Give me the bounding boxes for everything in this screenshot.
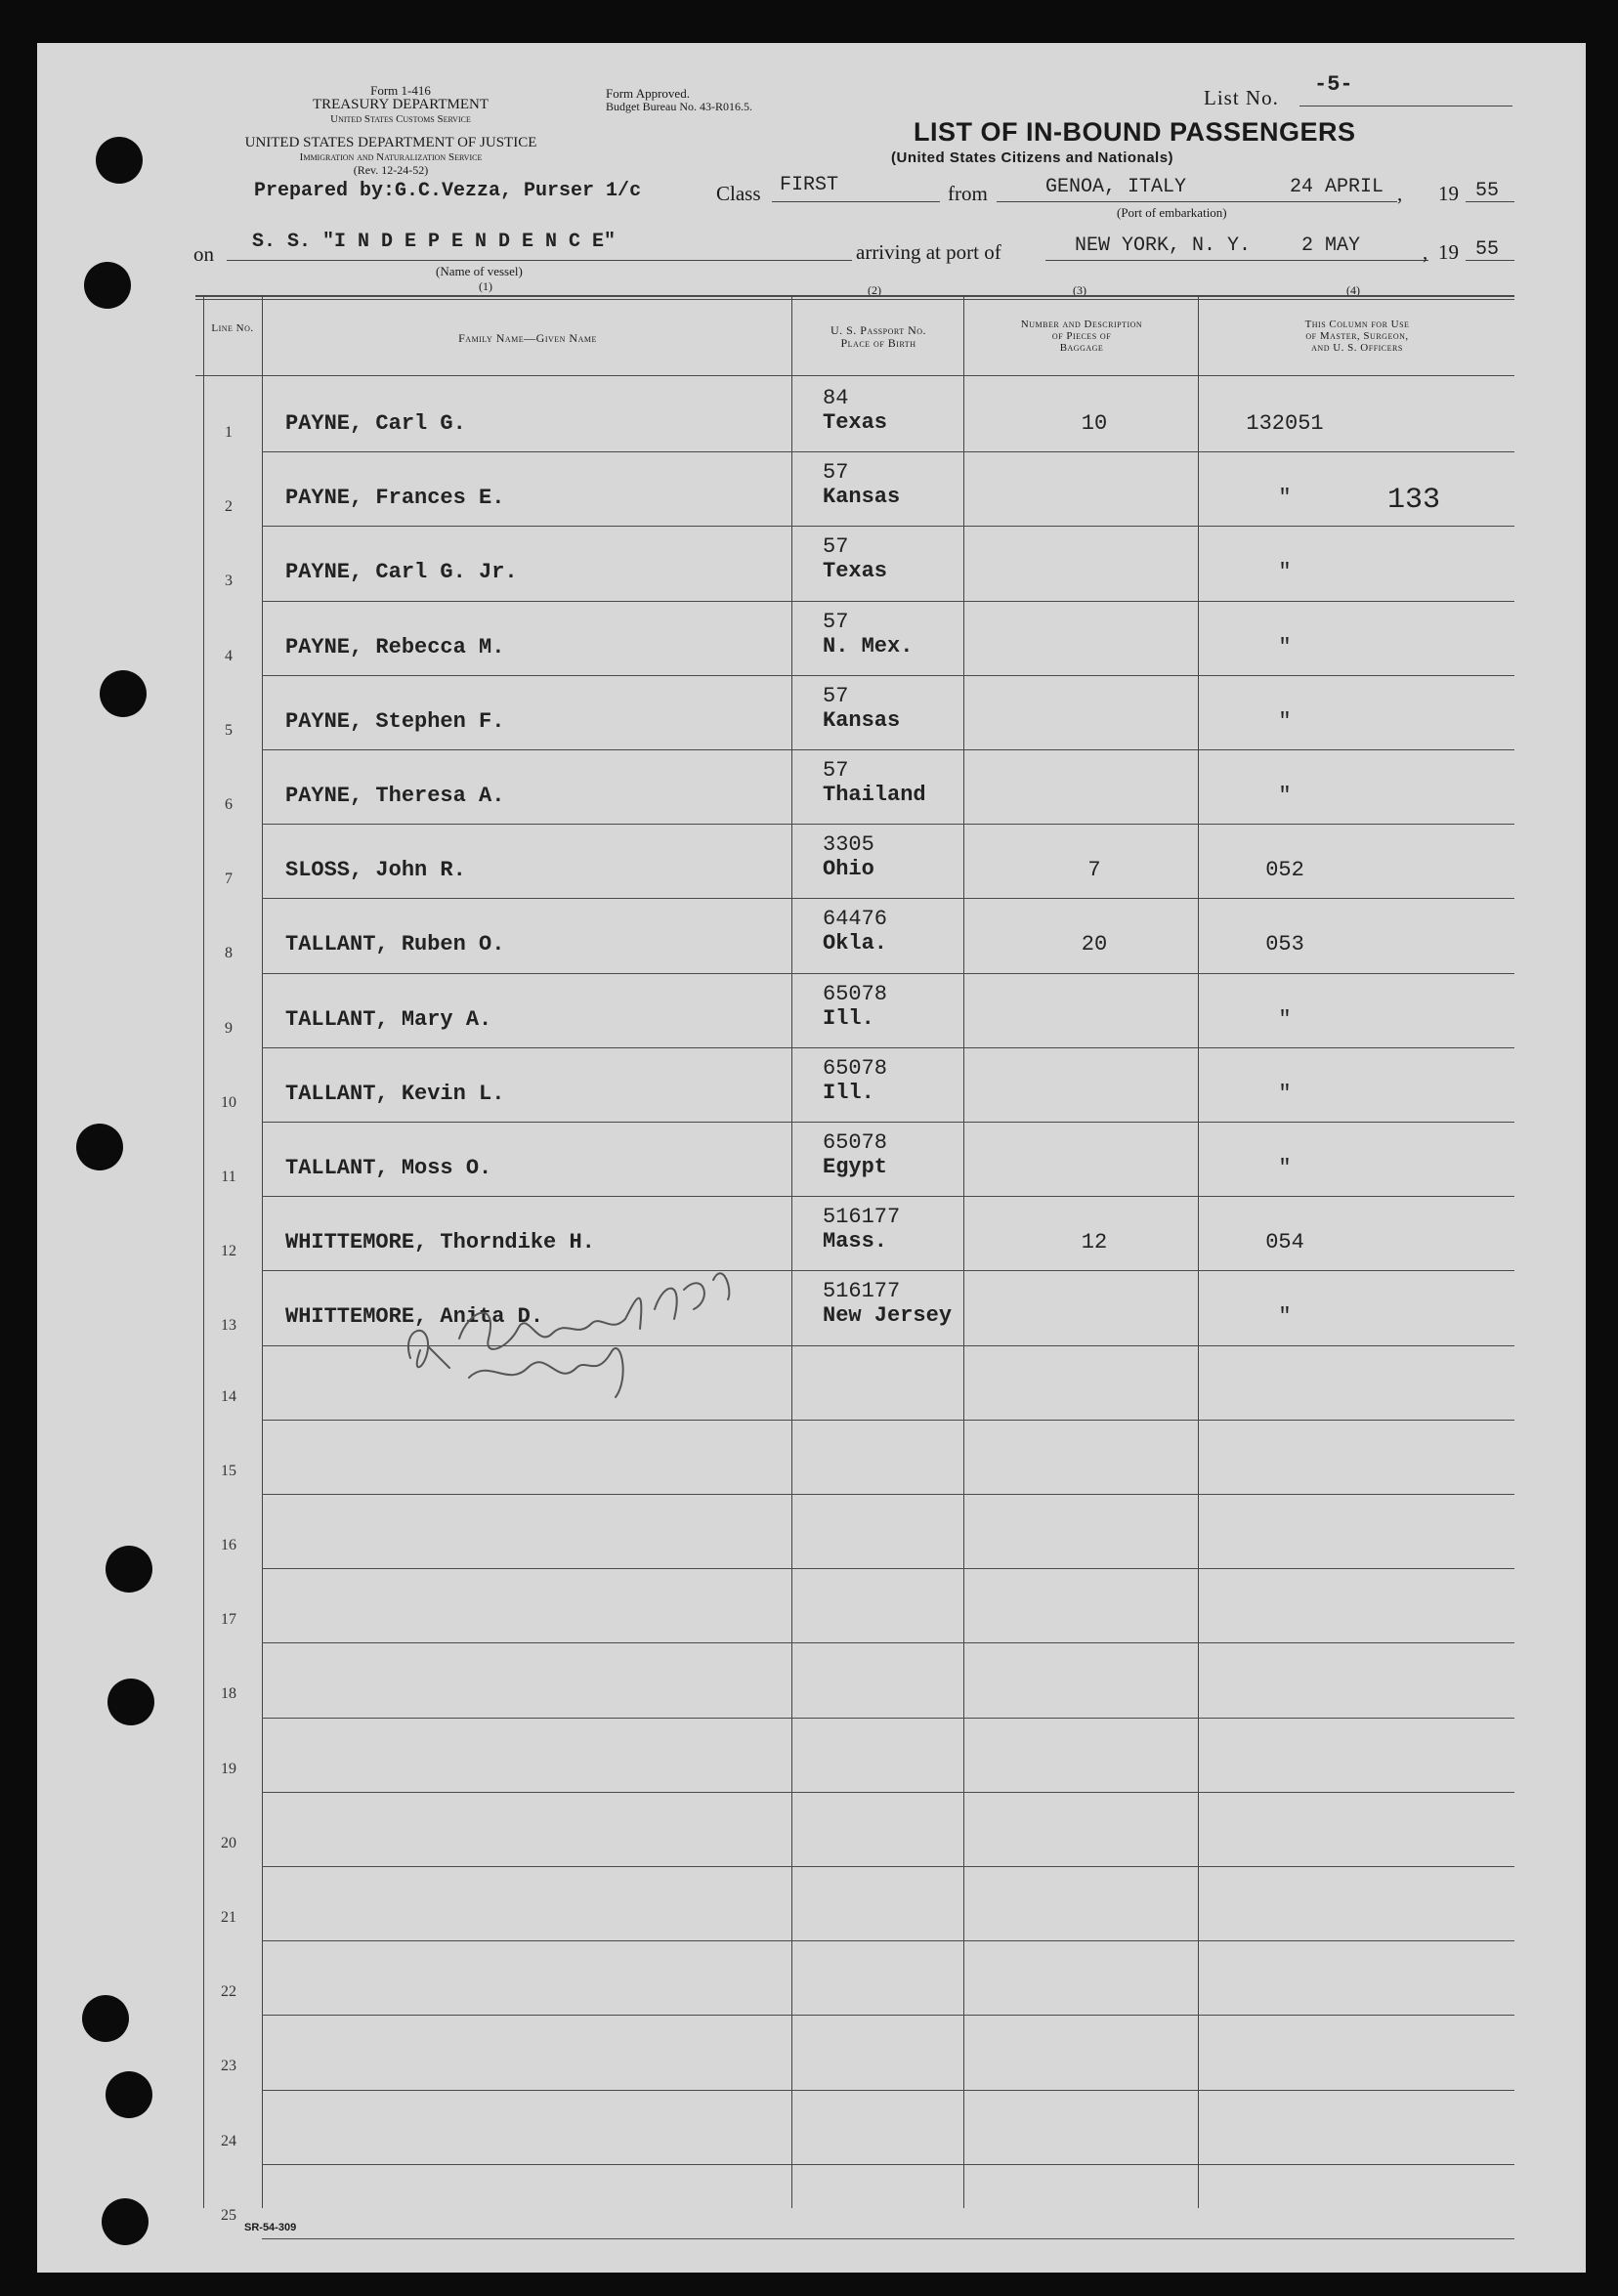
officer-note: " — [1278, 1156, 1292, 1180]
passport-number: 516177 — [823, 1205, 901, 1229]
punch-hole — [96, 137, 143, 184]
passenger-name: PAYNE, Rebecca M. — [285, 635, 505, 659]
row-rule — [262, 898, 1514, 899]
form-number: Form 1-416 — [370, 83, 431, 98]
col-name: Family Name—Given Name — [458, 331, 597, 345]
line-number: 25 — [221, 2207, 236, 2224]
col-line-no: Line No. — [211, 322, 254, 334]
passport-number: 65078 — [823, 1056, 888, 1081]
birthplace: Okla. — [823, 931, 888, 956]
line-number: 22 — [221, 1983, 236, 2000]
line-number: 20 — [221, 1835, 236, 1851]
row-rule — [262, 1494, 1514, 1495]
line-number: 6 — [225, 796, 233, 813]
birthplace: Ill. — [823, 1081, 874, 1105]
officer-note: " — [1278, 1007, 1292, 1032]
line-number: 19 — [221, 1761, 236, 1777]
row-rule — [262, 2090, 1514, 2091]
line-number: 16 — [221, 1537, 236, 1553]
passport-number: 57 — [823, 534, 849, 559]
punch-hole — [76, 1124, 123, 1170]
line-number: 24 — [221, 2133, 236, 2149]
passenger-name: PAYNE, Carl G. Jr. — [285, 560, 518, 584]
year-1: 55 — [1475, 180, 1500, 202]
justice-label: UNITED STATES DEPARTMENT OF JUSTICE — [244, 135, 537, 150]
class-label: Class — [716, 182, 761, 205]
birthplace: Texas — [823, 559, 888, 583]
passenger-name: WHITTEMORE, Anita D. — [285, 1304, 544, 1329]
baggage-count: 20 — [1081, 932, 1108, 957]
line-number: 14 — [221, 1388, 236, 1405]
row-rule — [262, 2238, 1514, 2239]
line-number: 9 — [225, 1020, 233, 1037]
vessel-name: S. S. "I N D E P E N D E N C E" — [252, 231, 617, 253]
customs-label: United States Customs Service — [330, 113, 471, 125]
col-officers-2: of Master, Surgeon, — [1305, 330, 1409, 342]
passenger-name: TALLANT, Mary A. — [285, 1007, 492, 1032]
arrival-port: NEW YORK, N. Y. — [1075, 234, 1252, 257]
from-label: from — [948, 182, 988, 205]
officer-note: 053 — [1265, 932, 1304, 957]
list-no-value: -5- — [1314, 72, 1353, 97]
col-num-3: (3) — [1073, 283, 1086, 297]
passenger-name: SLOSS, John R. — [285, 858, 466, 882]
col-baggage-1: Number and Description — [1020, 319, 1143, 330]
row-rule — [262, 526, 1514, 527]
col-num-1: (1) — [479, 279, 492, 293]
line-number: 12 — [221, 1243, 236, 1259]
passport-number: 64476 — [823, 907, 888, 931]
line-number: 18 — [221, 1685, 236, 1702]
row-rule — [262, 1642, 1514, 1643]
row-rule — [262, 1940, 1514, 1941]
ins-label: Immigration and Naturalization Service — [299, 151, 483, 163]
passport-number: 65078 — [823, 1130, 888, 1155]
line-number: 21 — [221, 1909, 236, 1926]
birthplace: Kansas — [823, 485, 901, 509]
officer-note: 132051 — [1246, 411, 1324, 436]
passport-number: 65078 — [823, 982, 888, 1006]
punch-hole — [84, 262, 131, 309]
passport-number: 516177 — [823, 1279, 901, 1303]
col-passport-2: Place of Birth — [840, 336, 916, 350]
baggage-count: 10 — [1081, 411, 1108, 436]
officer-note: " — [1278, 635, 1292, 659]
passenger-name: WHITTEMORE, Thorndike H. — [285, 1230, 595, 1254]
treasury-label: TREASURY DEPARTMENT — [312, 97, 490, 112]
birthplace: Ohio — [823, 857, 874, 881]
punch-hole — [100, 670, 147, 717]
form-subtitle: (United States Citizens and Nationals) — [891, 149, 1174, 166]
inspector-signature — [391, 1241, 821, 1407]
col-passport-1: U. S. Passport No. — [830, 323, 927, 337]
punch-hole — [107, 1679, 154, 1725]
col-officers-1: This Column for Use — [1304, 319, 1410, 330]
line-number: 5 — [225, 722, 233, 739]
budget-bureau: Budget Bureau No. 43-R016.5. — [606, 100, 752, 113]
birthplace: Egypt — [823, 1155, 888, 1179]
birthplace: N. Mex. — [823, 634, 914, 659]
col-num-2: (2) — [868, 283, 881, 297]
line-number: 10 — [221, 1094, 236, 1111]
row-rule — [262, 1047, 1514, 1048]
revision-label: (Rev. 12-24-52) — [353, 163, 429, 177]
passenger-name: TALLANT, Moss O. — [285, 1156, 492, 1180]
year-prefix-1: 19 — [1438, 182, 1459, 205]
arriving-label: arriving at port of — [856, 240, 1001, 264]
officer-note: " — [1278, 709, 1292, 734]
passenger-name: PAYNE, Stephen F. — [285, 709, 505, 734]
row-rule — [262, 2015, 1514, 2016]
class-value: FIRST — [780, 174, 839, 196]
officer-annotation: 133 — [1387, 484, 1441, 517]
line-number: 23 — [221, 2058, 236, 2074]
year-2: 55 — [1475, 238, 1500, 261]
row-rule — [262, 1196, 1514, 1197]
passenger-name: PAYNE, Theresa A. — [285, 784, 505, 808]
col-officers-3: and U. S. Officers — [1311, 342, 1403, 354]
officer-note: " — [1278, 1304, 1292, 1329]
port-embark-caption: (Port of embarkation) — [1117, 205, 1227, 220]
row-rule — [262, 973, 1514, 974]
officer-note: " — [1278, 486, 1292, 510]
passport-number: 57 — [823, 684, 849, 708]
row-rule — [262, 601, 1514, 602]
prepared-by: Prepared by:G.C.Vezza, Purser 1/c — [254, 180, 642, 202]
punch-hole — [82, 1995, 129, 2042]
list-no-label: List No. — [1204, 86, 1279, 109]
passport-number: 57 — [823, 460, 849, 485]
officer-note: 054 — [1265, 1230, 1304, 1254]
line-number: 4 — [225, 648, 233, 664]
officer-note: " — [1278, 560, 1292, 584]
line-number: 17 — [221, 1611, 236, 1628]
row-rule — [262, 1792, 1514, 1793]
passenger-name: PAYNE, Carl G. — [285, 411, 466, 436]
officer-note: " — [1278, 1082, 1292, 1106]
form-approved: Form Approved. — [606, 86, 690, 101]
row-rule — [262, 2164, 1514, 2165]
line-number: 8 — [225, 945, 233, 961]
punch-hole — [106, 1546, 152, 1593]
passenger-name: PAYNE, Frances E. — [285, 486, 505, 510]
birthplace: Mass. — [823, 1229, 888, 1254]
row-rule — [262, 1420, 1514, 1421]
from-port: GENOA, ITALY — [1045, 176, 1187, 198]
year-prefix-2: 19 — [1438, 240, 1459, 264]
birthplace: Thailand — [823, 783, 926, 807]
punch-hole — [106, 2071, 152, 2118]
passport-number: 84 — [823, 386, 849, 410]
row-rule — [262, 824, 1514, 825]
birthplace: Kansas — [823, 708, 901, 733]
row-rule — [262, 1866, 1514, 1867]
col-num-4: (4) — [1346, 283, 1360, 297]
line-number: 1 — [225, 424, 233, 441]
officer-note: " — [1278, 784, 1292, 808]
line-number: 11 — [221, 1169, 236, 1185]
line-number: 15 — [221, 1463, 236, 1479]
passport-number: 3305 — [823, 832, 874, 857]
passport-number: 57 — [823, 758, 849, 783]
passenger-name: TALLANT, Ruben O. — [285, 932, 505, 957]
row-rule — [262, 675, 1514, 676]
birthplace: New Jersey — [823, 1303, 953, 1328]
row-rule — [262, 749, 1514, 750]
row-rule — [262, 451, 1514, 452]
form-title: LIST OF IN-BOUND PASSENGERS — [914, 117, 1356, 147]
on-label: on — [193, 242, 214, 266]
passenger-name: TALLANT, Kevin L. — [285, 1082, 505, 1106]
row-rule — [262, 1568, 1514, 1569]
line-number: 13 — [221, 1317, 236, 1334]
baggage-count: 7 — [1087, 858, 1101, 882]
row-rule — [262, 1122, 1514, 1123]
arrival-date: 2 MAY — [1301, 234, 1361, 257]
vessel-caption: (Name of vessel) — [436, 264, 523, 278]
birthplace: Texas — [823, 410, 888, 435]
line-number: 2 — [225, 498, 233, 515]
col-baggage-2: of Pieces of — [1051, 330, 1112, 342]
col-baggage-3: Baggage — [1059, 342, 1104, 354]
birthplace: Ill. — [823, 1006, 874, 1031]
line-number: 3 — [225, 573, 233, 589]
line-number: 7 — [225, 871, 233, 887]
form-code: SR-54-309 — [244, 2222, 297, 2233]
baggage-count: 12 — [1081, 1230, 1108, 1254]
punch-hole — [102, 2198, 149, 2245]
officer-note: 052 — [1265, 858, 1304, 882]
row-rule — [262, 1718, 1514, 1719]
passport-number: 57 — [823, 610, 849, 634]
embark-date: 24 APRIL — [1290, 176, 1384, 198]
